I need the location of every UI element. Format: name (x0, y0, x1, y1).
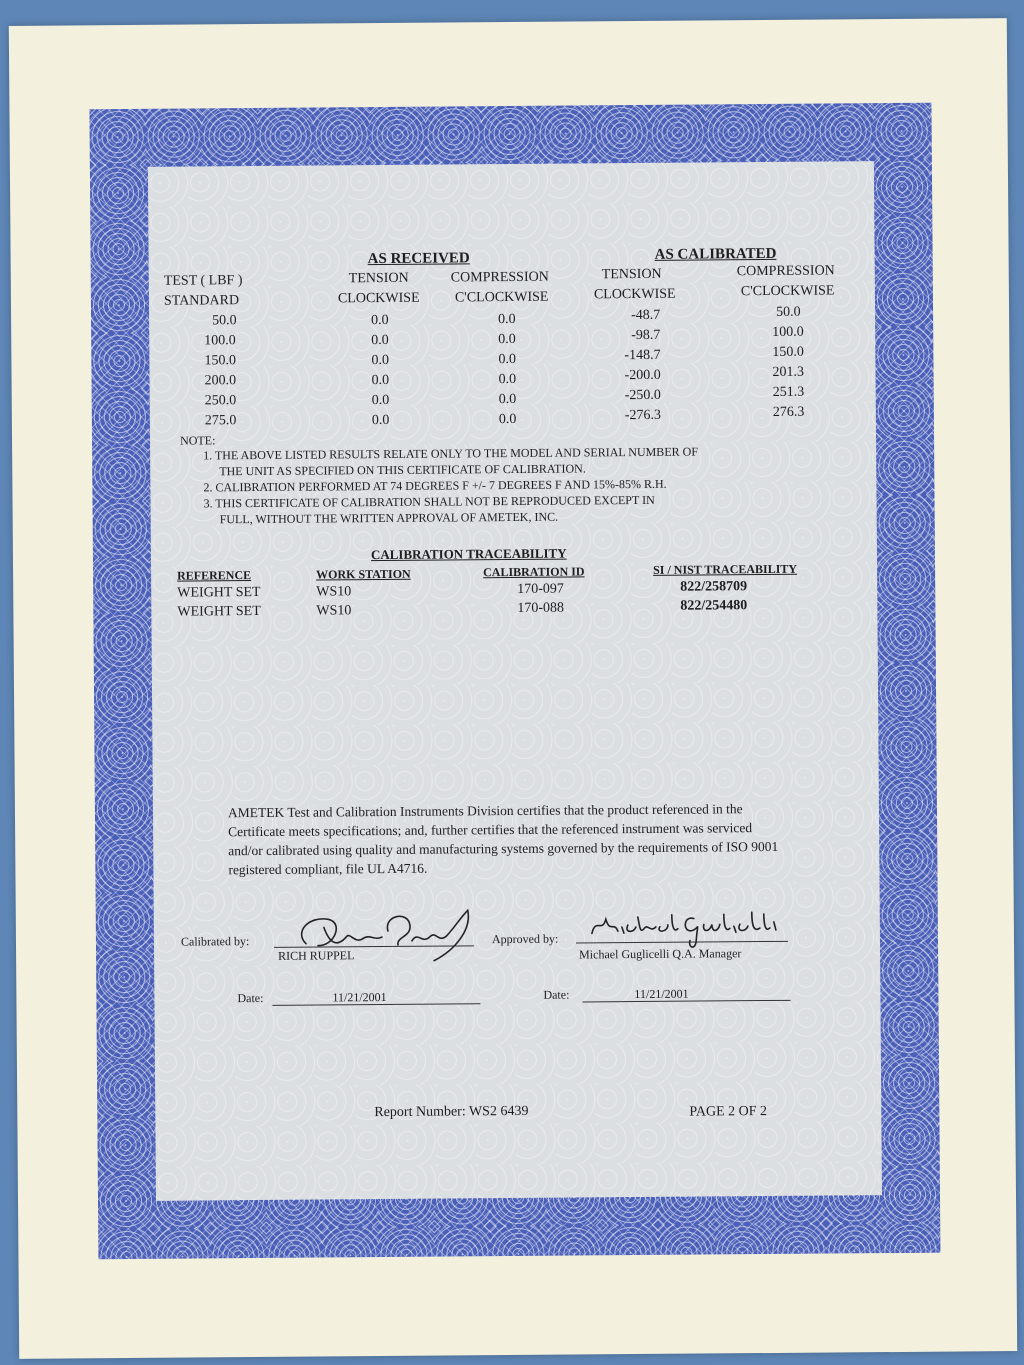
cal-clockwise-header: CLOCKWISE (593, 286, 676, 303)
notes-label: NOTE: (179, 433, 216, 448)
report-number: Report Number: WS2 6439 (374, 1103, 529, 1121)
table-cell-cal-comp: 201.3 (772, 364, 805, 380)
table-cell-cal-tension: -98.7 (631, 327, 661, 344)
approved-date: 11/21/2001 (634, 986, 689, 1002)
table-cell-recv-comp: 0.0 (498, 411, 517, 428)
trace-header-nist: SI / NIST TRACEABILITY (653, 561, 798, 577)
note-line: 1. THE ABOVE LISTED RESULTS RELATE ONLY TO THE MODEL AND SERIAL NUMBER OF (203, 444, 699, 463)
note-line: 3. THIS CERTIFICATE OF CALIBRATION SHALL NOT BE REPRODUCED EXCEPT IN (203, 492, 655, 511)
table-cell-cal-tension: -200.0 (624, 367, 661, 384)
note-line: THE UNIT AS SPECIFIED ON THIS CERTIFICATE OF CALIBRATION. (219, 461, 586, 479)
col-test-header: TEST ( LBF ) (163, 273, 243, 289)
cal-tension-header: TENSION (601, 266, 662, 283)
certification-line: registered compliant, file UL A4716. (228, 860, 428, 878)
recv-compression-header: COMPRESSION (450, 269, 549, 286)
calibrated-date: 11/21/2001 (332, 990, 387, 1005)
as-received-heading: AS RECEIVED (367, 250, 470, 268)
traceability-title: CALIBRATION TRACEABILITY (370, 545, 567, 563)
table-cell-cal-comp: 100.0 (772, 324, 804, 340)
trace-cell-calibration-id: 170-088 (517, 600, 565, 616)
table-cell-cal-comp: 50.0 (775, 304, 801, 320)
page-number: PAGE 2 OF 2 (689, 1104, 768, 1120)
note-line: 2. CALIBRATION PERFORMED AT 74 DEGREES F +/- 7 DEGREES F AND 15%-85% R.H. (203, 476, 667, 495)
trace-cell-calibration-id: 170-097 (517, 581, 564, 597)
trace-cell-nist: 822/254480 (680, 598, 748, 614)
trace-header-reference: REFERENCE (177, 568, 252, 583)
trace-cell-nist: 822/258709 (680, 579, 748, 595)
as-calibrated-heading: AS CALIBRATED (654, 245, 777, 263)
approved-date-label: Date: (543, 987, 570, 1002)
approved-by-name: Michael Guglicelli Q.A. Manager (579, 946, 742, 962)
table-cell-cal-tension: -148.7 (624, 347, 661, 364)
table-cell-cal-comp: 276.3 (772, 404, 805, 420)
table-cell-recv-tension: 0.0 (371, 412, 390, 429)
certification-line: AMETEK Test and Calibration Instruments Division certifies that the product referenced in the (227, 801, 743, 821)
recv-cclockwise-header: C'CLOCKWISE (454, 289, 549, 306)
trace-header-work-station: WORK STATION (316, 566, 411, 582)
trace-cell-reference: WEIGHT SET (177, 603, 261, 620)
col-standard-header: STANDARD (163, 293, 240, 309)
certification-line: and/or calibrated using quality and manufacturing systems governed by the requirements of ISO 9001 (228, 838, 779, 859)
table-cell-recv-comp: 0.0 (498, 391, 517, 408)
recv-clockwise-header: CLOCKWISE (337, 290, 420, 307)
table-cell-recv-comp: 0.0 (498, 351, 516, 368)
trace-cell-reference: WEIGHT SET (177, 584, 261, 601)
calibrated-by-label: Calibrated by: (180, 934, 250, 949)
certificate-paper (9, 18, 1017, 1359)
table-cell-cal-tension: -48.7 (631, 307, 661, 324)
table-cell-recv-tension: 0.0 (371, 372, 390, 389)
table-cell-recv-tension: 0.0 (371, 332, 389, 349)
cal-compression-header: COMPRESSION (736, 263, 835, 280)
table-cell-recv-tension: 0.0 (371, 312, 389, 329)
table-cell-recv-comp: 0.0 (498, 371, 517, 388)
table-cell-cal-tension: -250.0 (624, 387, 661, 404)
table-cell-standard: 150.0 (204, 353, 236, 369)
table-cell-cal-tension: -276.3 (624, 407, 662, 424)
table-cell-standard: 200.0 (204, 373, 237, 389)
trace-cell-work-station: WS10 (316, 603, 352, 619)
calibrated-date-label: Date: (237, 990, 264, 1006)
table-cell-recv-comp: 0.0 (498, 311, 516, 328)
calibrated-by-name: RICH RUPPEL (278, 948, 355, 963)
recv-tension-header: TENSION (348, 270, 409, 287)
table-cell-standard: 275.0 (204, 413, 237, 429)
table-cell-standard: 50.0 (212, 313, 237, 329)
table-cell-cal-comp: 150.0 (772, 344, 804, 360)
note-line: FULL, WITHOUT THE WRITTEN APPROVAL OF AMETEK, INC. (219, 509, 559, 527)
table-cell-recv-tension: 0.0 (371, 392, 390, 409)
table-cell-standard: 250.0 (204, 393, 237, 409)
certification-line: Certificate meets specifications; and, further certifies that the referenced instrument was serviced (228, 820, 753, 840)
table-cell-recv-comp: 0.0 (498, 331, 516, 348)
table-cell-standard: 100.0 (204, 333, 236, 349)
approved-by-label: Approved by: (491, 931, 559, 947)
table-cell-cal-comp: 251.3 (772, 384, 805, 400)
table-cell-recv-tension: 0.0 (371, 352, 389, 369)
trace-header-calibration-id: CALIBRATION ID (483, 564, 585, 580)
trace-cell-work-station: WS10 (316, 584, 352, 600)
cal-cclockwise-header: C'CLOCKWISE (740, 283, 835, 300)
